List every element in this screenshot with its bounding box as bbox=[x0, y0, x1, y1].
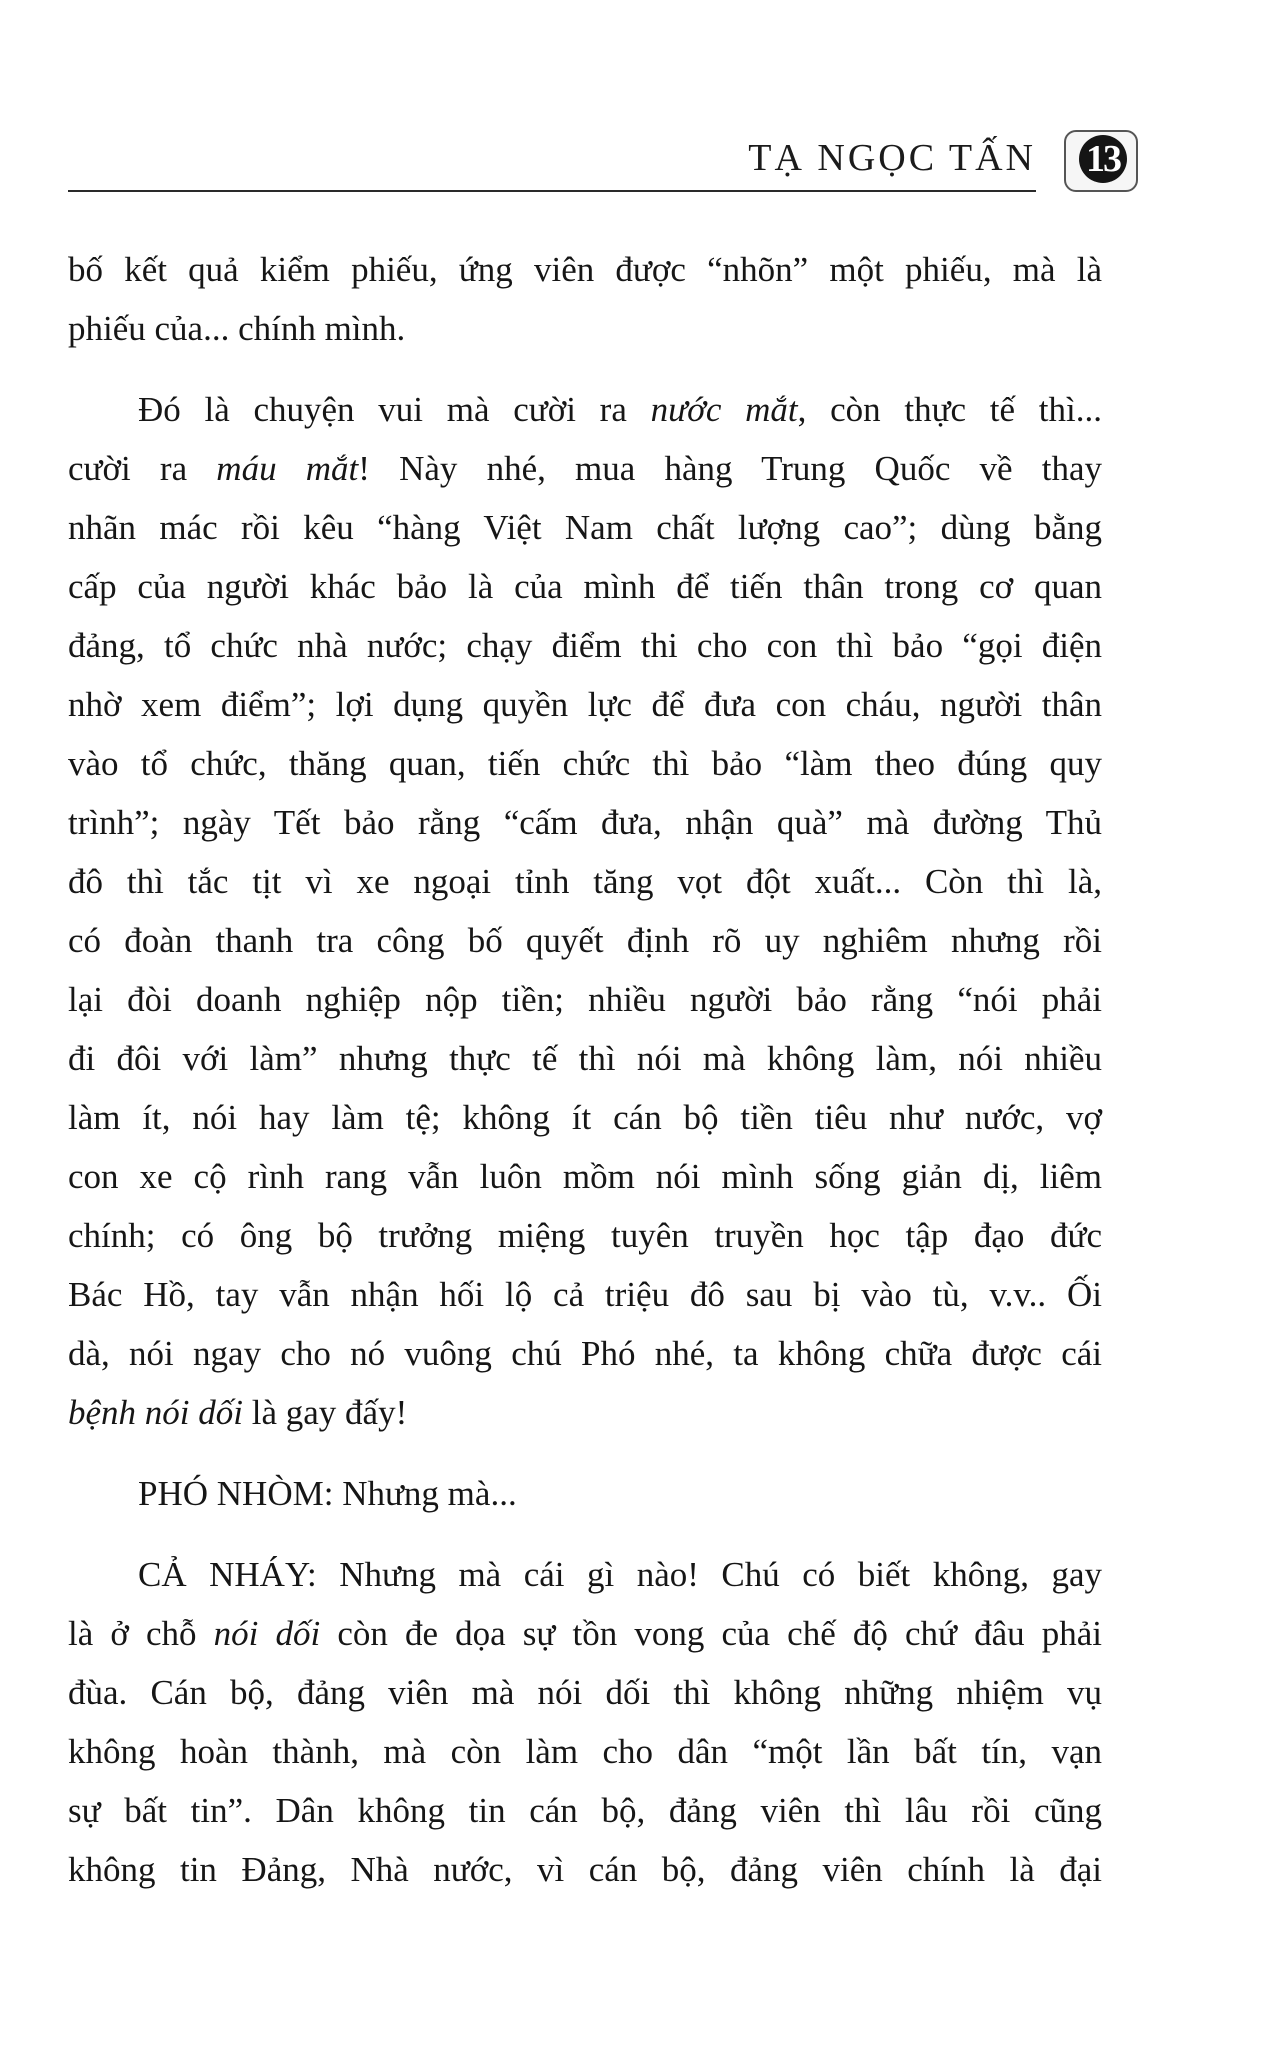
text-run: nhãn mác rồi kêu “hàng Việt Nam chất lượng cao”; dùng bằng bbox=[68, 508, 1102, 547]
text-run: lại đòi doanh nghiệp nộp tiền; nhiều người bảo rằng “nói phải bbox=[68, 980, 1102, 1019]
text-line bbox=[68, 911, 1102, 970]
text-line bbox=[68, 299, 1102, 358]
text-line bbox=[68, 1840, 1102, 1899]
text-line bbox=[68, 1663, 1102, 1722]
page-number: 13 bbox=[1079, 135, 1127, 183]
text-run: cấp của người khác bảo là của mình để tiến thân trong cơ quan bbox=[68, 567, 1102, 606]
text-run: Bác Hồ, tay vẫn nhận hối lộ cả triệu đô sau bị vào tù, v.v.. Ối bbox=[68, 1275, 1102, 1314]
text-line bbox=[68, 970, 1102, 1029]
text-line bbox=[68, 1206, 1102, 1265]
text-line bbox=[68, 498, 1102, 557]
text-run: có đoàn thanh tra công bố quyết định rõ uy nghiêm nhưng rồi bbox=[68, 921, 1102, 960]
text-run: sự bất tin”. Dân không tin cán bộ, đảng viên thì lâu rồi cũng bbox=[68, 1791, 1102, 1830]
italic-emphasis: nước mắt bbox=[650, 390, 798, 429]
text-line bbox=[68, 1781, 1102, 1840]
page-body bbox=[68, 240, 1102, 1899]
text-run: vào tổ chức, thăng quan, tiến chức thì bảo “làm theo đúng quy bbox=[68, 744, 1102, 783]
text-run: Đó là chuyện vui mà cười ra bbox=[138, 390, 651, 429]
text-run: là gay đấy! bbox=[242, 1393, 408, 1432]
text-run: con xe cộ rình rang vẫn luôn mồm nói mình sống giản dị, liêm bbox=[68, 1157, 1102, 1196]
text-line bbox=[68, 557, 1102, 616]
text-run: là ở chỗ bbox=[68, 1614, 214, 1653]
text-line bbox=[68, 1029, 1102, 1088]
text-run: chính; có ông bộ trưởng miệng tuyên truyền học tập đạo đức bbox=[68, 1216, 1102, 1255]
running-header-title: TẠ NGỌC TẤN bbox=[748, 137, 1036, 179]
italic-emphasis: nói dối bbox=[213, 1614, 321, 1653]
text-run: đi đôi với làm” nhưng thực tế thì nói mà không làm, nói nhiều bbox=[68, 1039, 1102, 1078]
text-line bbox=[68, 852, 1102, 911]
text-line bbox=[68, 1545, 1102, 1604]
text-line bbox=[68, 1265, 1102, 1324]
text-line bbox=[68, 675, 1102, 734]
text-run: bố kết quả kiểm phiếu, ứng viên được “nhõn” một phiếu, mà là bbox=[68, 250, 1102, 289]
text-run: phiếu của... chính mình. bbox=[68, 309, 406, 348]
text-run: dà, nói ngay cho nó vuông chú Phó nhé, ta không chữa được cái bbox=[68, 1334, 1102, 1373]
text-run: còn đe dọa sự tồn vong của chế độ chứ đâu phải bbox=[320, 1614, 1102, 1653]
text-line bbox=[68, 793, 1102, 852]
text-line bbox=[68, 1604, 1102, 1663]
text-run: đảng, tổ chức nhà nước; chạy điểm thi cho con thì bảo “gọi điện bbox=[68, 626, 1102, 665]
paragraph bbox=[68, 380, 1102, 1442]
text-run: đùa. Cán bộ, đảng viên mà nói dối thì không những nhiệm vụ bbox=[68, 1673, 1102, 1712]
paragraph bbox=[68, 240, 1102, 358]
text-line bbox=[68, 734, 1102, 793]
italic-emphasis: bệnh nói dối bbox=[68, 1393, 243, 1432]
text-run: cười ra bbox=[68, 449, 217, 488]
paragraph bbox=[68, 1545, 1102, 1899]
text-line bbox=[68, 1088, 1102, 1147]
text-line bbox=[68, 1383, 1102, 1442]
text-line bbox=[68, 1147, 1102, 1206]
text-run: không tin Đảng, Nhà nước, vì cán bộ, đảng viên chính là đại bbox=[68, 1850, 1102, 1889]
paragraph bbox=[68, 1464, 1102, 1523]
text-line bbox=[68, 616, 1102, 675]
header-rule bbox=[68, 190, 1036, 192]
page-header bbox=[0, 0, 1266, 210]
text-run: , còn thực tế thì... bbox=[797, 390, 1102, 429]
text-line bbox=[68, 1722, 1102, 1781]
text-run: đô thì tắc tịt vì xe ngoại tỉnh tăng vọt đột xuất... Còn thì là, bbox=[68, 862, 1102, 901]
text-line bbox=[68, 240, 1102, 299]
text-line bbox=[68, 439, 1102, 498]
text-run: làm ít, nói hay làm tệ; không ít cán bộ tiền tiêu như nước, vợ bbox=[68, 1098, 1102, 1137]
text-line bbox=[68, 1464, 1102, 1523]
page-number-badge bbox=[1064, 130, 1138, 192]
text-line bbox=[68, 380, 1102, 439]
text-run: PHÓ NHÒM: Nhưng mà... bbox=[138, 1474, 517, 1513]
text-run: nhờ xem điểm”; lợi dụng quyền lực để đưa con cháu, người thân bbox=[68, 685, 1102, 724]
italic-emphasis: máu mắt bbox=[216, 449, 359, 488]
text-run: CẢ NHÁY: Nhưng mà cái gì nào! Chú có biết không, gay bbox=[138, 1555, 1102, 1594]
text-run: không hoàn thành, mà còn làm cho dân “một lần bất tín, vạn bbox=[68, 1732, 1102, 1771]
text-run: ! Này nhé, mua hàng Trung Quốc về thay bbox=[358, 449, 1103, 488]
text-run: trình”; ngày Tết bảo rằng “cấm đưa, nhận quà” mà đường Thủ bbox=[68, 803, 1102, 842]
text-line bbox=[68, 1324, 1102, 1383]
